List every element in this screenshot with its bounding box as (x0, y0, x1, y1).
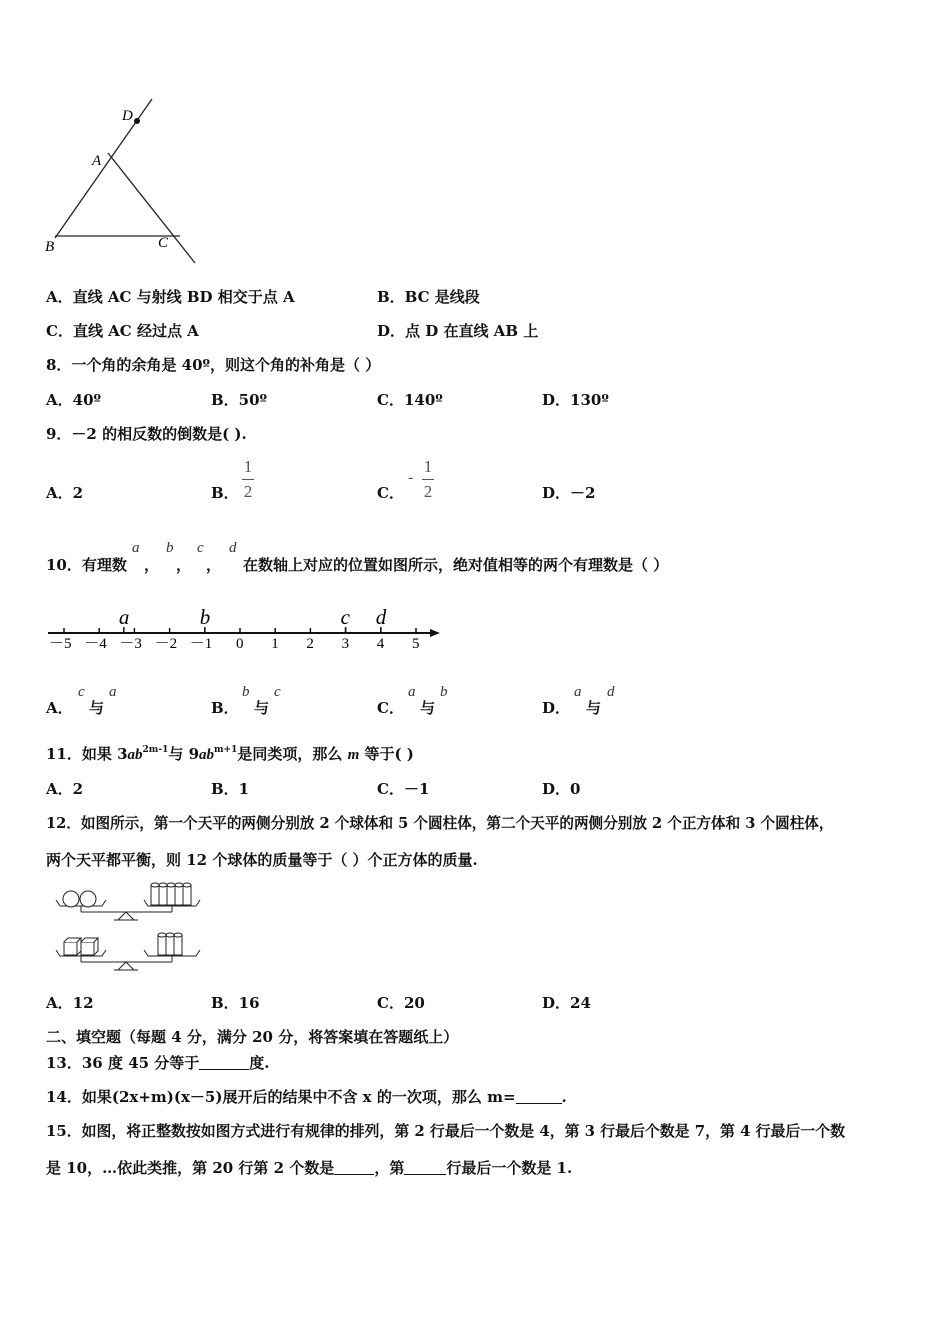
tick-label: 3 (341, 636, 350, 652)
q11-term1-var: ab (127, 747, 143, 763)
q12-option-c[interactable]: C．20 (377, 994, 425, 1012)
point-label-b: b (199, 605, 211, 629)
q8-option-d[interactable]: D．130º (542, 391, 609, 409)
q12-option-a[interactable]: A．12 (46, 994, 94, 1012)
q10-b-first: b (242, 684, 250, 700)
point-d (134, 118, 140, 124)
q11-option-a[interactable]: A．2 (46, 780, 84, 798)
q11-m-var: m (347, 747, 360, 763)
q14-suffix: . (561, 1088, 567, 1106)
q8-option-b[interactable]: B．50º (211, 391, 268, 409)
q8-option-a[interactable]: A．40º (46, 391, 102, 409)
balance-1 (56, 883, 200, 920)
q7-option-c[interactable]: C．直线 AC 经过点 A (46, 322, 199, 340)
q13 (46, 1052, 270, 1073)
section-2-heading: 二、填空题（每题 4 分，满分 20 分，将答案填在答题纸上） (46, 1028, 459, 1046)
q9-b-fraction-bar (242, 479, 254, 480)
tick-label: 5 (412, 636, 420, 652)
sphere-1 (63, 891, 79, 907)
q14-answer-blank[interactable] (516, 1089, 562, 1104)
q13-prefix: 13．36 度 45 分等于 (46, 1054, 200, 1072)
q10-var-b: b (166, 540, 174, 556)
q10-c-second: b (440, 684, 448, 700)
q11-option-c[interactable]: C．－1 (377, 780, 430, 798)
label-a: A (92, 153, 102, 169)
tick-label: －3 (119, 636, 142, 652)
balance-1-fulcrum (118, 912, 134, 920)
q10-a-yu: 与 (89, 699, 105, 717)
q10-sep-3: ， (206, 556, 222, 574)
q12-stem-line1: 12．如图所示，第一个天平的两侧分别放 2 个球体和 5 个圆柱体，第二个天平的两侧分别放 2 个正方体和 3 个圆柱体， (46, 815, 834, 832)
point-label-d: d (375, 605, 387, 629)
q15-answer-blank-2[interactable] (404, 1160, 446, 1175)
line-dc (108, 153, 195, 263)
q10-option-d[interactable]: D． (542, 699, 571, 717)
q11-term1-exp: 2m-1 (142, 745, 169, 755)
number-line-arrow (430, 629, 440, 637)
q10-var-d: d (229, 540, 237, 556)
q15-l2a: 是 10，…依此类推，第 20 行第 2 个数是 (46, 1159, 335, 1177)
q10-option-a[interactable]: A． (46, 699, 73, 717)
label-d: D (122, 108, 133, 124)
q10-c-yu: 与 (420, 699, 436, 717)
q11-mid: 与 (168, 745, 189, 763)
q9-option-a[interactable]: A．2 (46, 484, 84, 502)
q8-option-c[interactable]: C．140º (377, 391, 443, 409)
q9-c-sign: - (408, 469, 414, 486)
cylinders-five (151, 883, 191, 905)
tick-label: －2 (154, 636, 178, 652)
q10-sep-2: ， (176, 556, 192, 574)
q10-stem-prefix: 10．有理数 (46, 556, 127, 574)
q10-d-yu: 与 (586, 699, 602, 717)
q14-prefix: 14．如果(2x+m)(x－5)展开后的结果中不含 x 的一次项，那么 m= (46, 1088, 516, 1106)
tick-label: 4 (376, 636, 385, 652)
q7-option-a[interactable]: A．直线 AC 与射线 BD 相交于点 A (46, 288, 295, 306)
q10-a-first: c (78, 684, 85, 700)
q15-answer-blank-1[interactable] (334, 1160, 374, 1175)
label-c: C (158, 235, 169, 251)
tick-label: －5 (49, 636, 72, 652)
number-line-figure (44, 600, 444, 655)
q7-option-d[interactable]: D．点 D 在直线 AB 上 (377, 322, 539, 340)
q7-option-b[interactable]: B．BC 是线段 (377, 288, 480, 306)
q11-option-d[interactable]: D．0 (542, 780, 581, 798)
q10-b-yu: 与 (254, 699, 270, 717)
sphere-2 (80, 891, 96, 907)
point-label-a: a (118, 605, 130, 629)
q11-term2-exp: m+1 (214, 745, 238, 755)
q9-stem: 9．－2 的相反数的倒数是( ). (46, 425, 247, 443)
q10-var-c: c (197, 540, 204, 556)
q8-stem: 8．一个角的余角是 40º，则这个角的补角是（ ） (46, 356, 381, 374)
tick-label: 2 (306, 636, 314, 652)
cylinders-three (158, 933, 182, 955)
q10-var-a: a (132, 540, 140, 556)
label-b: B (45, 239, 55, 255)
q10-d-first: a (574, 684, 582, 700)
q10-b-second: c (274, 684, 281, 700)
q11-prefix: 11．如果 (46, 745, 118, 763)
q11-stem (46, 743, 414, 764)
q9-b-numerator: 1 (243, 457, 253, 476)
q10-option-c[interactable]: C． (377, 699, 404, 717)
tick-label: －4 (84, 636, 107, 652)
q15-line2 (46, 1157, 572, 1178)
q10-d-second: d (607, 684, 615, 700)
q15-l2c: 行最后一个数是 1. (446, 1159, 573, 1177)
q10-c-first: a (408, 684, 416, 700)
q11-suffix1: 是同类项，那么 (237, 745, 348, 763)
q9-c-numerator: 1 (423, 457, 433, 476)
q11-term1-coef: 3 (117, 745, 128, 763)
q10-a-second: a (109, 684, 117, 700)
q15-line1: 15．如图，将正整数按如图方式进行有规律的排列，第 2 行最后一个数是 4，第 3 行最后个数是 7，第 4 行最后一个数 (46, 1122, 845, 1140)
tick-label: －1 (189, 636, 213, 652)
q11-option-b[interactable]: B．1 (211, 780, 250, 798)
balance-2-fulcrum (118, 962, 134, 970)
balance-2 (56, 933, 200, 970)
q14 (46, 1086, 567, 1107)
q9-b-denominator: 2 (243, 482, 253, 501)
q11-suffix2: 等于( ) (359, 745, 414, 763)
q10-stem-suffix: 在数轴上对应的位置如图所示，绝对值相等的两个有理数是（ ） (243, 556, 669, 574)
q13-answer-blank[interactable] (199, 1055, 249, 1070)
q10-option-b[interactable]: B． (211, 699, 239, 717)
cubes-two (64, 938, 98, 955)
q12-option-b[interactable]: B．16 (211, 994, 260, 1012)
q10-sep-1: ， (144, 556, 160, 574)
geometry-figure-triangle (40, 95, 210, 265)
q13-suffix: 度. (249, 1054, 270, 1072)
q12-option-d[interactable]: D．24 (542, 994, 591, 1012)
q9-option-d[interactable]: D．－2 (542, 484, 596, 502)
point-label-c: c (340, 605, 350, 629)
q11-term2-coef: 9 (188, 745, 200, 763)
q15-l2b: ，第 (374, 1159, 405, 1177)
q9-c-fraction-bar (422, 479, 434, 480)
tick-label: 0 (236, 636, 244, 652)
q11-term2-var: ab (199, 747, 215, 763)
q9-c-denominator: 2 (423, 482, 433, 501)
balance-figure (50, 878, 210, 976)
q12-stem-line2: 两个天平都平衡，则 12 个球体的质量等于（ ）个正方体的质量. (46, 851, 478, 869)
tick-label: 1 (271, 636, 279, 652)
q9-option-c[interactable]: C． (377, 484, 404, 502)
q9-option-b[interactable]: B． (211, 484, 239, 502)
